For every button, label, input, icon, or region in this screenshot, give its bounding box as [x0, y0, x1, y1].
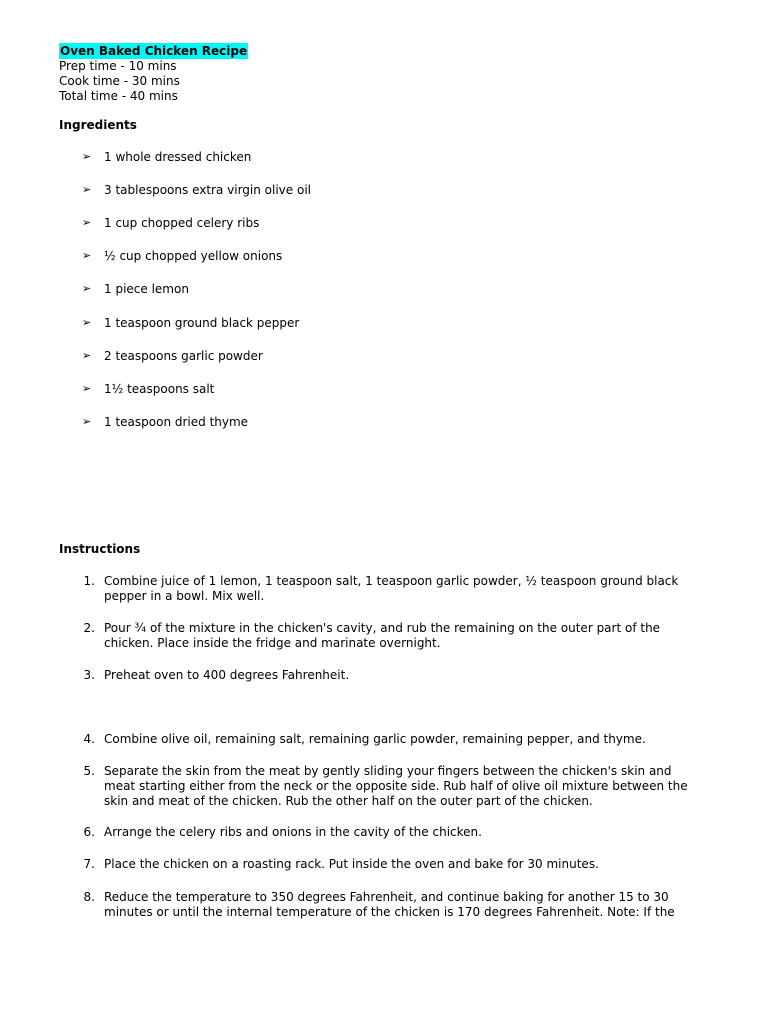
step-number: 7. [83, 857, 95, 871]
step-text: Preheat oven to 400 degrees Fahrenheit. [104, 668, 350, 682]
step-number: 2. [83, 621, 95, 635]
arrow-bullet-icon: ➢ [82, 415, 92, 428]
instructions-heading: Instructions [59, 542, 141, 556]
arrow-bullet-icon: ➢ [82, 183, 92, 196]
arrow-bullet-icon: ➢ [82, 282, 92, 295]
step-number: 1. [83, 574, 95, 588]
cook-time: Cook time - 30 mins [59, 74, 180, 88]
ingredient-item: 1 cup chopped celery ribs [104, 216, 260, 230]
step-text: Reduce the temperature to 350 degrees Fahrenheit, and continue baking for another 15 to 30 minutes or until the internal temperature of the chicken is 170 degrees Fahrenheit. Note: If the [104, 890, 675, 919]
step-text: Combine olive oil, remaining salt, remaining garlic powder, remaining pepper, and thyme. [104, 732, 646, 746]
ingredient-item: 3 tablespoons extra virgin olive oil [104, 183, 311, 197]
arrow-bullet-icon: ➢ [82, 316, 92, 329]
arrow-bullet-icon: ➢ [82, 216, 92, 229]
step-number: 3. [83, 668, 95, 682]
arrow-bullet-icon: ➢ [82, 349, 92, 362]
step-number: 4. [83, 732, 95, 746]
arrow-bullet-icon: ➢ [82, 382, 92, 395]
step-number: 8. [83, 890, 95, 904]
step-number: 6. [83, 825, 95, 839]
ingredient-item: 1½ teaspoons salt [104, 382, 215, 396]
ingredient-item: 1 whole dressed chicken [104, 150, 252, 164]
step-text: Pour ¾ of the mixture in the chicken's cavity, and rub the remaining on the outer part of the chicken. Place inside the fridge and marinate overnight. [104, 621, 661, 650]
total-time: Total time - 40 mins [59, 89, 178, 103]
recipe-title: Oven Baked Chicken Recipe [60, 44, 248, 58]
step-text: Separate the skin from the meat by gently sliding your fingers between the chicken's skin and meat starting either from the neck or the opposite side. Rub half of olive oil mixture between the skin and meat of the chicken. Rub the other half on the outer part of the chicken. [104, 764, 688, 808]
step-text: Arrange the celery ribs and onions in the cavity of the chicken. [104, 825, 482, 839]
step-text: Place the chicken on a roasting rack. Put inside the oven and bake for 30 minutes. [104, 857, 599, 871]
ingredient-item: 1 teaspoon dried thyme [104, 415, 249, 429]
ingredient-item: 2 teaspoons garlic powder [104, 349, 263, 363]
step-text: Combine juice of 1 lemon, 1 teaspoon salt, 1 teaspoon garlic powder, ½ teaspoon ground black pepper in a bowl. Mix well. [104, 574, 679, 603]
step-number: 5. [83, 764, 95, 778]
ingredient-item: 1 teaspoon ground black pepper [104, 316, 300, 330]
ingredient-item: 1 piece lemon [104, 282, 189, 296]
prep-time: Prep time - 10 mins [59, 59, 177, 73]
ingredient-item: ½ cup chopped yellow onions [104, 249, 283, 263]
ingredients-heading: Ingredients [59, 118, 137, 132]
arrow-bullet-icon: ➢ [82, 249, 92, 262]
arrow-bullet-icon: ➢ [82, 150, 92, 163]
